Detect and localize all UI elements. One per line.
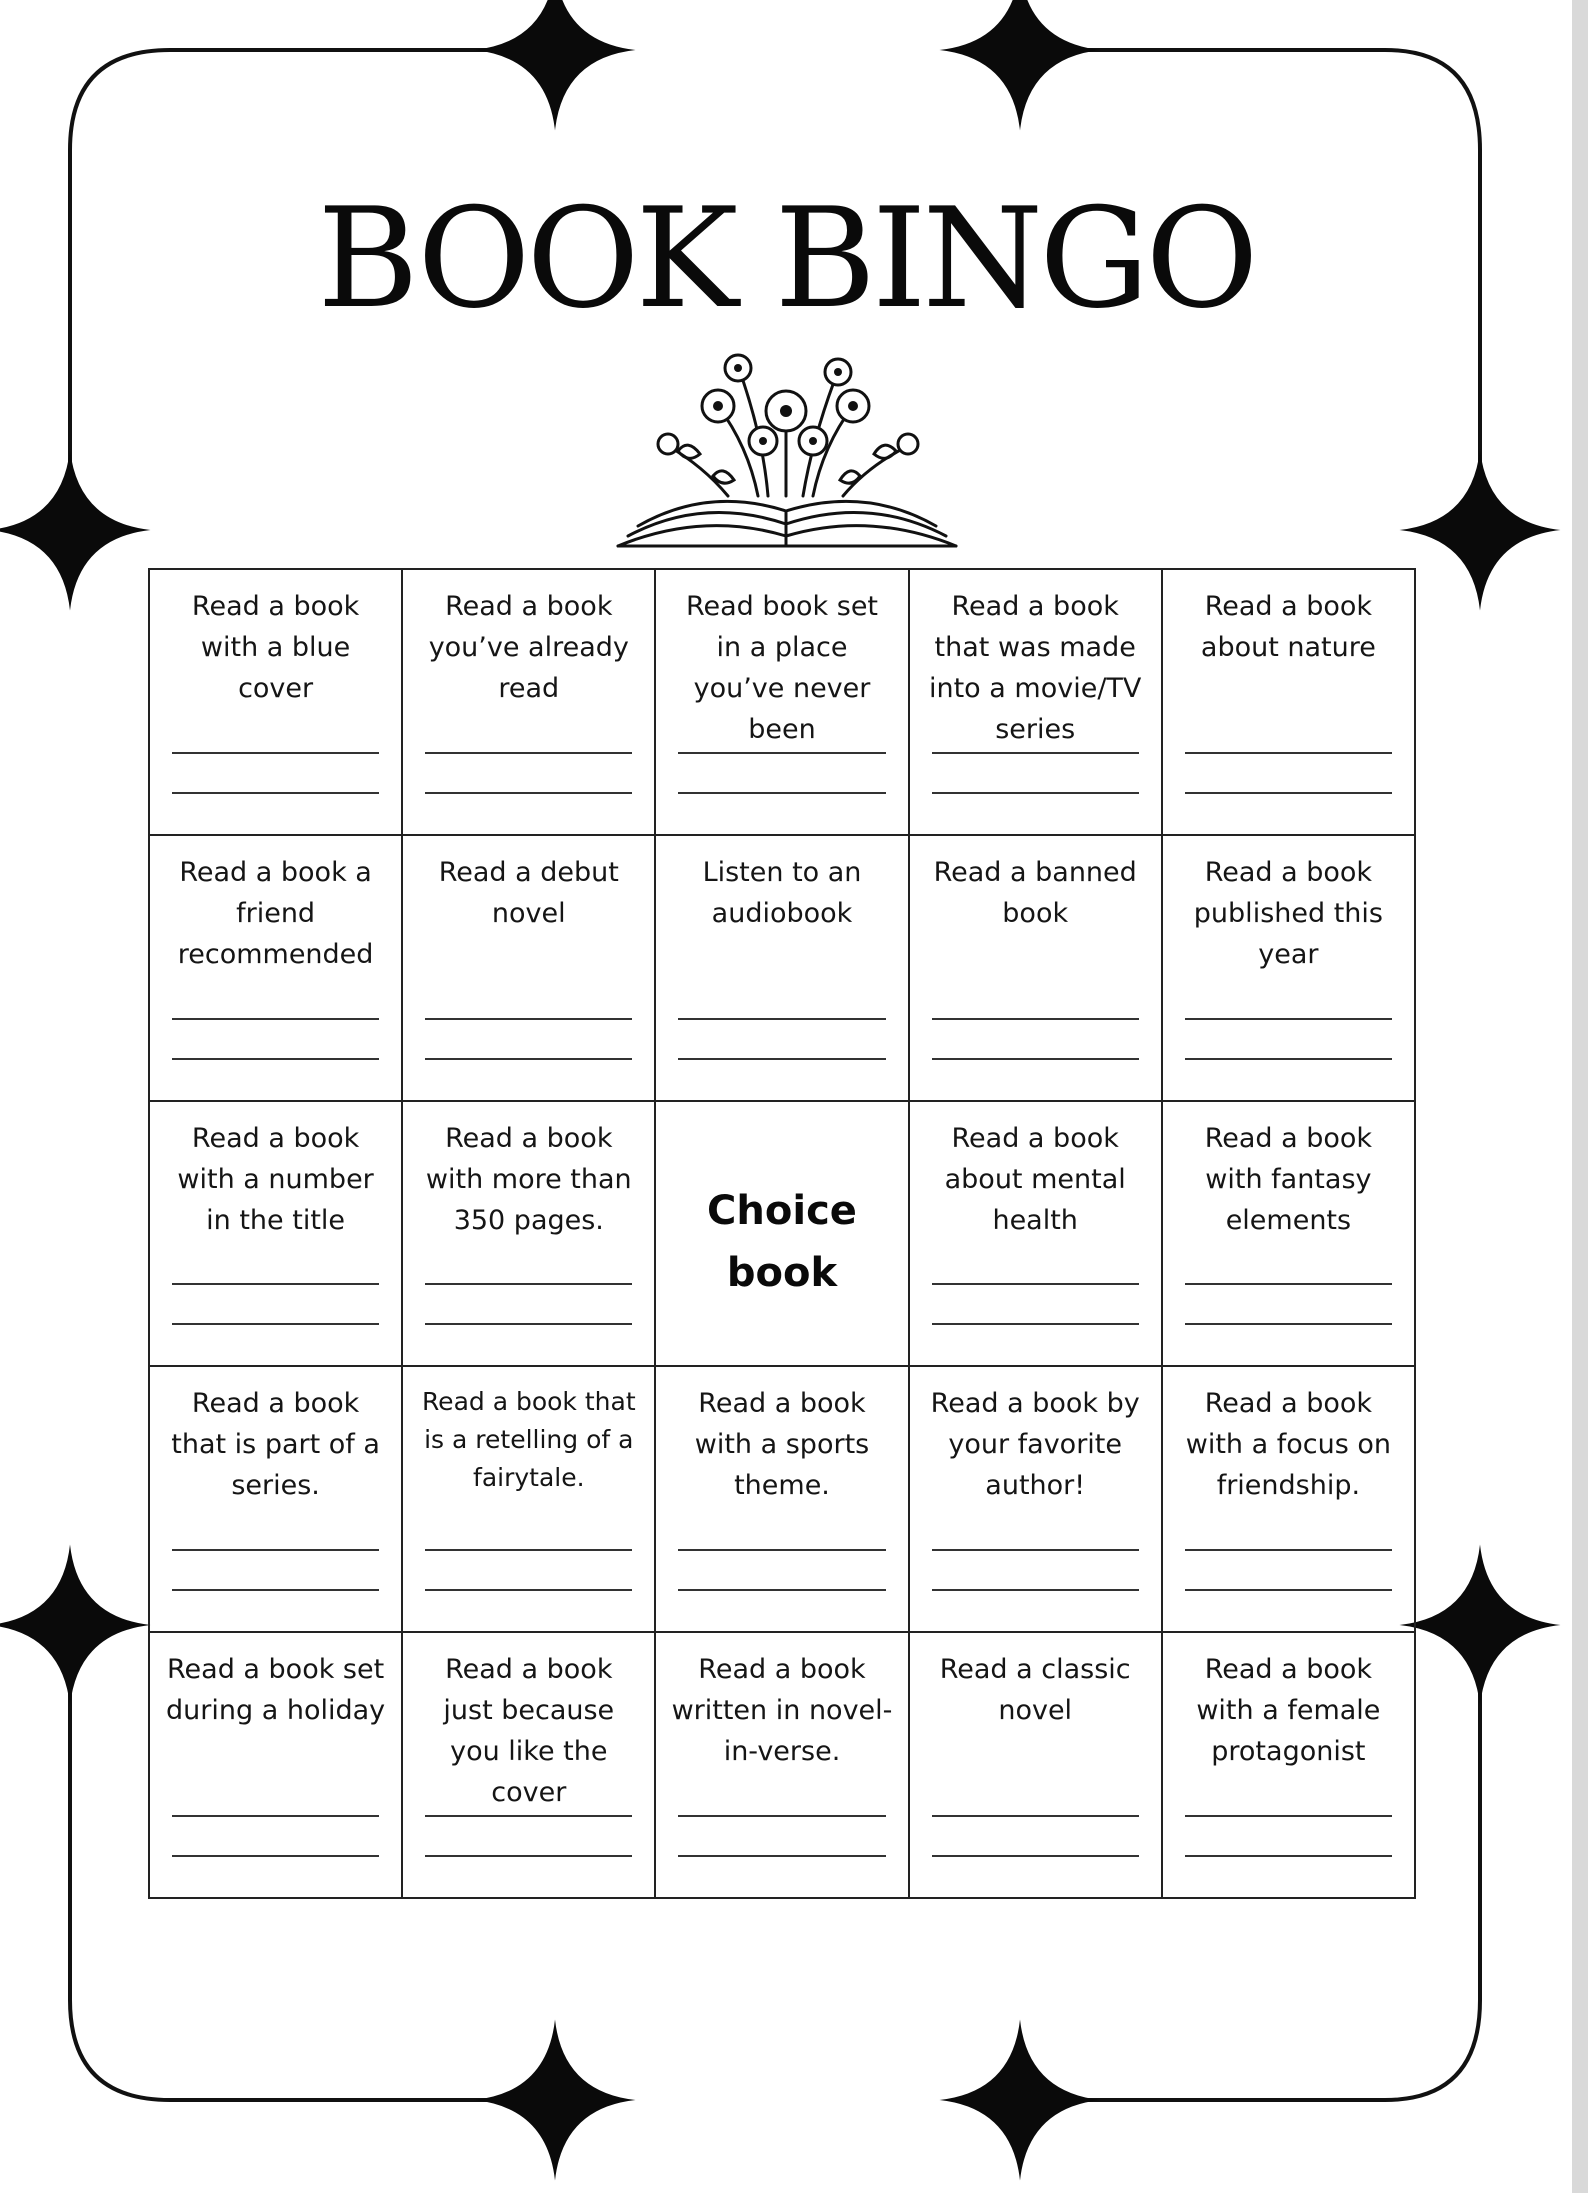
cell-prompt: Read a book you’ve already read bbox=[428, 591, 629, 704]
bingo-cell[interactable] bbox=[150, 836, 403, 1102]
write-line[interactable] bbox=[425, 1283, 632, 1285]
bingo-cell[interactable] bbox=[403, 836, 656, 1102]
bingo-cell[interactable] bbox=[150, 1102, 403, 1368]
write-line[interactable] bbox=[1185, 1855, 1392, 1857]
cell-prompt: Read a classic novel bbox=[939, 1654, 1131, 1727]
bingo-cell[interactable] bbox=[150, 570, 403, 836]
write-line[interactable] bbox=[932, 1018, 1139, 1020]
write-line[interactable] bbox=[172, 1283, 379, 1285]
write-line[interactable] bbox=[932, 1058, 1139, 1060]
bingo-cell[interactable] bbox=[910, 1102, 1163, 1368]
write-line[interactable] bbox=[172, 752, 379, 754]
write-line[interactable] bbox=[932, 1323, 1139, 1325]
write-line[interactable] bbox=[425, 1549, 632, 1551]
cell-prompt: Read a book with fantasy elements bbox=[1204, 1122, 1373, 1236]
bingo-grid bbox=[148, 568, 1416, 1899]
write-line[interactable] bbox=[172, 1589, 379, 1591]
bingo-cell[interactable] bbox=[150, 1633, 403, 1899]
write-line[interactable] bbox=[1185, 792, 1392, 794]
write-line[interactable] bbox=[932, 752, 1139, 754]
write-line[interactable] bbox=[932, 1815, 1139, 1817]
sparkle-star-icon bbox=[475, 0, 636, 131]
open-book-flowers-icon bbox=[608, 346, 966, 558]
cell-prompt: Read a banned book bbox=[933, 856, 1137, 929]
cell-prompt: Read a debut novel bbox=[438, 856, 619, 929]
bingo-cell[interactable] bbox=[910, 1367, 1163, 1633]
free-space-cell[interactable] bbox=[656, 1102, 909, 1368]
write-line[interactable] bbox=[425, 1815, 632, 1817]
cell-prompt: Read a book about nature bbox=[1200, 591, 1376, 663]
bingo-cell[interactable] bbox=[910, 1633, 1163, 1899]
bingo-cell[interactable] bbox=[403, 570, 656, 836]
sparkle-star-icon bbox=[1400, 450, 1561, 611]
cell-prompt: Read a book with a focus on friendship. bbox=[1185, 1388, 1392, 1502]
cell-prompt: Read a book just because you like the cover bbox=[443, 1654, 615, 1809]
bingo-cell[interactable] bbox=[403, 1102, 656, 1368]
write-line[interactable] bbox=[425, 752, 632, 754]
write-line[interactable] bbox=[425, 1855, 632, 1857]
cell-prompt: Read a book with a female protagonist bbox=[1196, 1654, 1381, 1768]
cell-prompt: Read a book about mental health bbox=[944, 1122, 1126, 1236]
write-line[interactable] bbox=[425, 1018, 632, 1020]
write-line[interactable] bbox=[678, 1589, 885, 1591]
bingo-cell[interactable] bbox=[150, 1367, 403, 1633]
sparkle-star-icon bbox=[1400, 1545, 1561, 1706]
cell-prompt: Read a book that is part of a series. bbox=[171, 1388, 380, 1502]
bingo-cell[interactable] bbox=[403, 1367, 656, 1633]
write-line[interactable] bbox=[678, 1058, 885, 1060]
write-line[interactable] bbox=[932, 1589, 1139, 1591]
sparkle-star-icon bbox=[475, 2020, 636, 2181]
bingo-cell[interactable] bbox=[910, 570, 1163, 836]
sparkle-star-icon bbox=[940, 0, 1101, 131]
bingo-cell[interactable] bbox=[656, 1367, 909, 1633]
bingo-cell[interactable] bbox=[1163, 570, 1416, 836]
write-line[interactable] bbox=[932, 792, 1139, 794]
cell-prompt: Read a book with a number in the title bbox=[177, 1122, 374, 1236]
bingo-cell[interactable] bbox=[1163, 836, 1416, 1102]
write-line[interactable] bbox=[172, 1815, 379, 1817]
write-line[interactable] bbox=[1185, 752, 1392, 754]
cell-prompt: Read a book with more than 350 pages. bbox=[425, 1122, 632, 1236]
cell-prompt: Read a book a friend recommended bbox=[177, 856, 374, 970]
write-line[interactable] bbox=[425, 792, 632, 794]
write-line[interactable] bbox=[678, 1815, 885, 1817]
bingo-cell[interactable] bbox=[656, 570, 909, 836]
write-line[interactable] bbox=[425, 1323, 632, 1325]
write-line[interactable] bbox=[425, 1058, 632, 1060]
write-line[interactable] bbox=[1185, 1058, 1392, 1060]
page-title: BOOK BINGO bbox=[317, 178, 1255, 339]
cell-prompt: Read book set in a place you’ve never been bbox=[685, 591, 879, 745]
write-line[interactable] bbox=[172, 1549, 379, 1551]
bingo-cell[interactable] bbox=[656, 836, 909, 1102]
write-line[interactable] bbox=[1185, 1589, 1392, 1591]
bingo-cell[interactable] bbox=[1163, 1633, 1416, 1899]
write-line[interactable] bbox=[1185, 1549, 1392, 1551]
cell-prompt: Read a book that was made into a movie/TV series bbox=[928, 591, 1142, 745]
sparkle-star-icon bbox=[0, 1545, 151, 1706]
window-scrollbar-edge[interactable] bbox=[1572, 0, 1588, 2193]
bingo-cell[interactable] bbox=[1163, 1367, 1416, 1633]
write-line[interactable] bbox=[678, 752, 885, 754]
bingo-cell[interactable] bbox=[1163, 1102, 1416, 1368]
cell-prompt: Read a book with a blue cover bbox=[191, 591, 360, 704]
bingo-cell[interactable] bbox=[656, 1633, 909, 1899]
write-line[interactable] bbox=[678, 1549, 885, 1551]
write-line[interactable] bbox=[1185, 1018, 1392, 1020]
write-line[interactable] bbox=[678, 1018, 885, 1020]
write-line[interactable] bbox=[172, 1058, 379, 1060]
sparkle-star-icon bbox=[0, 450, 151, 611]
write-line[interactable] bbox=[678, 1855, 885, 1857]
cell-prompt: Listen to an audiobook bbox=[702, 856, 862, 929]
write-line[interactable] bbox=[425, 1589, 632, 1591]
cell-prompt: Read a book published this year bbox=[1193, 856, 1383, 970]
write-line[interactable] bbox=[932, 1283, 1139, 1285]
cell-prompt: Read a book set during a holiday bbox=[166, 1654, 386, 1727]
bingo-cell[interactable] bbox=[403, 1633, 656, 1899]
write-line[interactable] bbox=[1185, 1283, 1392, 1285]
cell-prompt: Read a book written in novel-in-verse. bbox=[671, 1654, 893, 1768]
write-line[interactable] bbox=[1185, 1815, 1392, 1817]
write-line[interactable] bbox=[932, 1855, 1139, 1857]
write-line[interactable] bbox=[172, 792, 379, 794]
cell-prompt: Read a book with a sports theme. bbox=[694, 1388, 870, 1502]
cell-prompt: Read a book by your favorite author! bbox=[930, 1388, 1140, 1502]
write-line[interactable] bbox=[172, 1855, 379, 1857]
write-line[interactable] bbox=[932, 1549, 1139, 1551]
free-space-label: Choice book bbox=[707, 1187, 857, 1296]
write-line[interactable] bbox=[1185, 1323, 1392, 1325]
bingo-cell[interactable] bbox=[910, 836, 1163, 1102]
write-line[interactable] bbox=[172, 1018, 379, 1020]
write-line[interactable] bbox=[678, 792, 885, 794]
cell-prompt: Read a book that is a retelling of a fairytale. bbox=[421, 1387, 636, 1493]
sparkle-star-icon bbox=[940, 2020, 1101, 2181]
write-line[interactable] bbox=[172, 1323, 379, 1325]
